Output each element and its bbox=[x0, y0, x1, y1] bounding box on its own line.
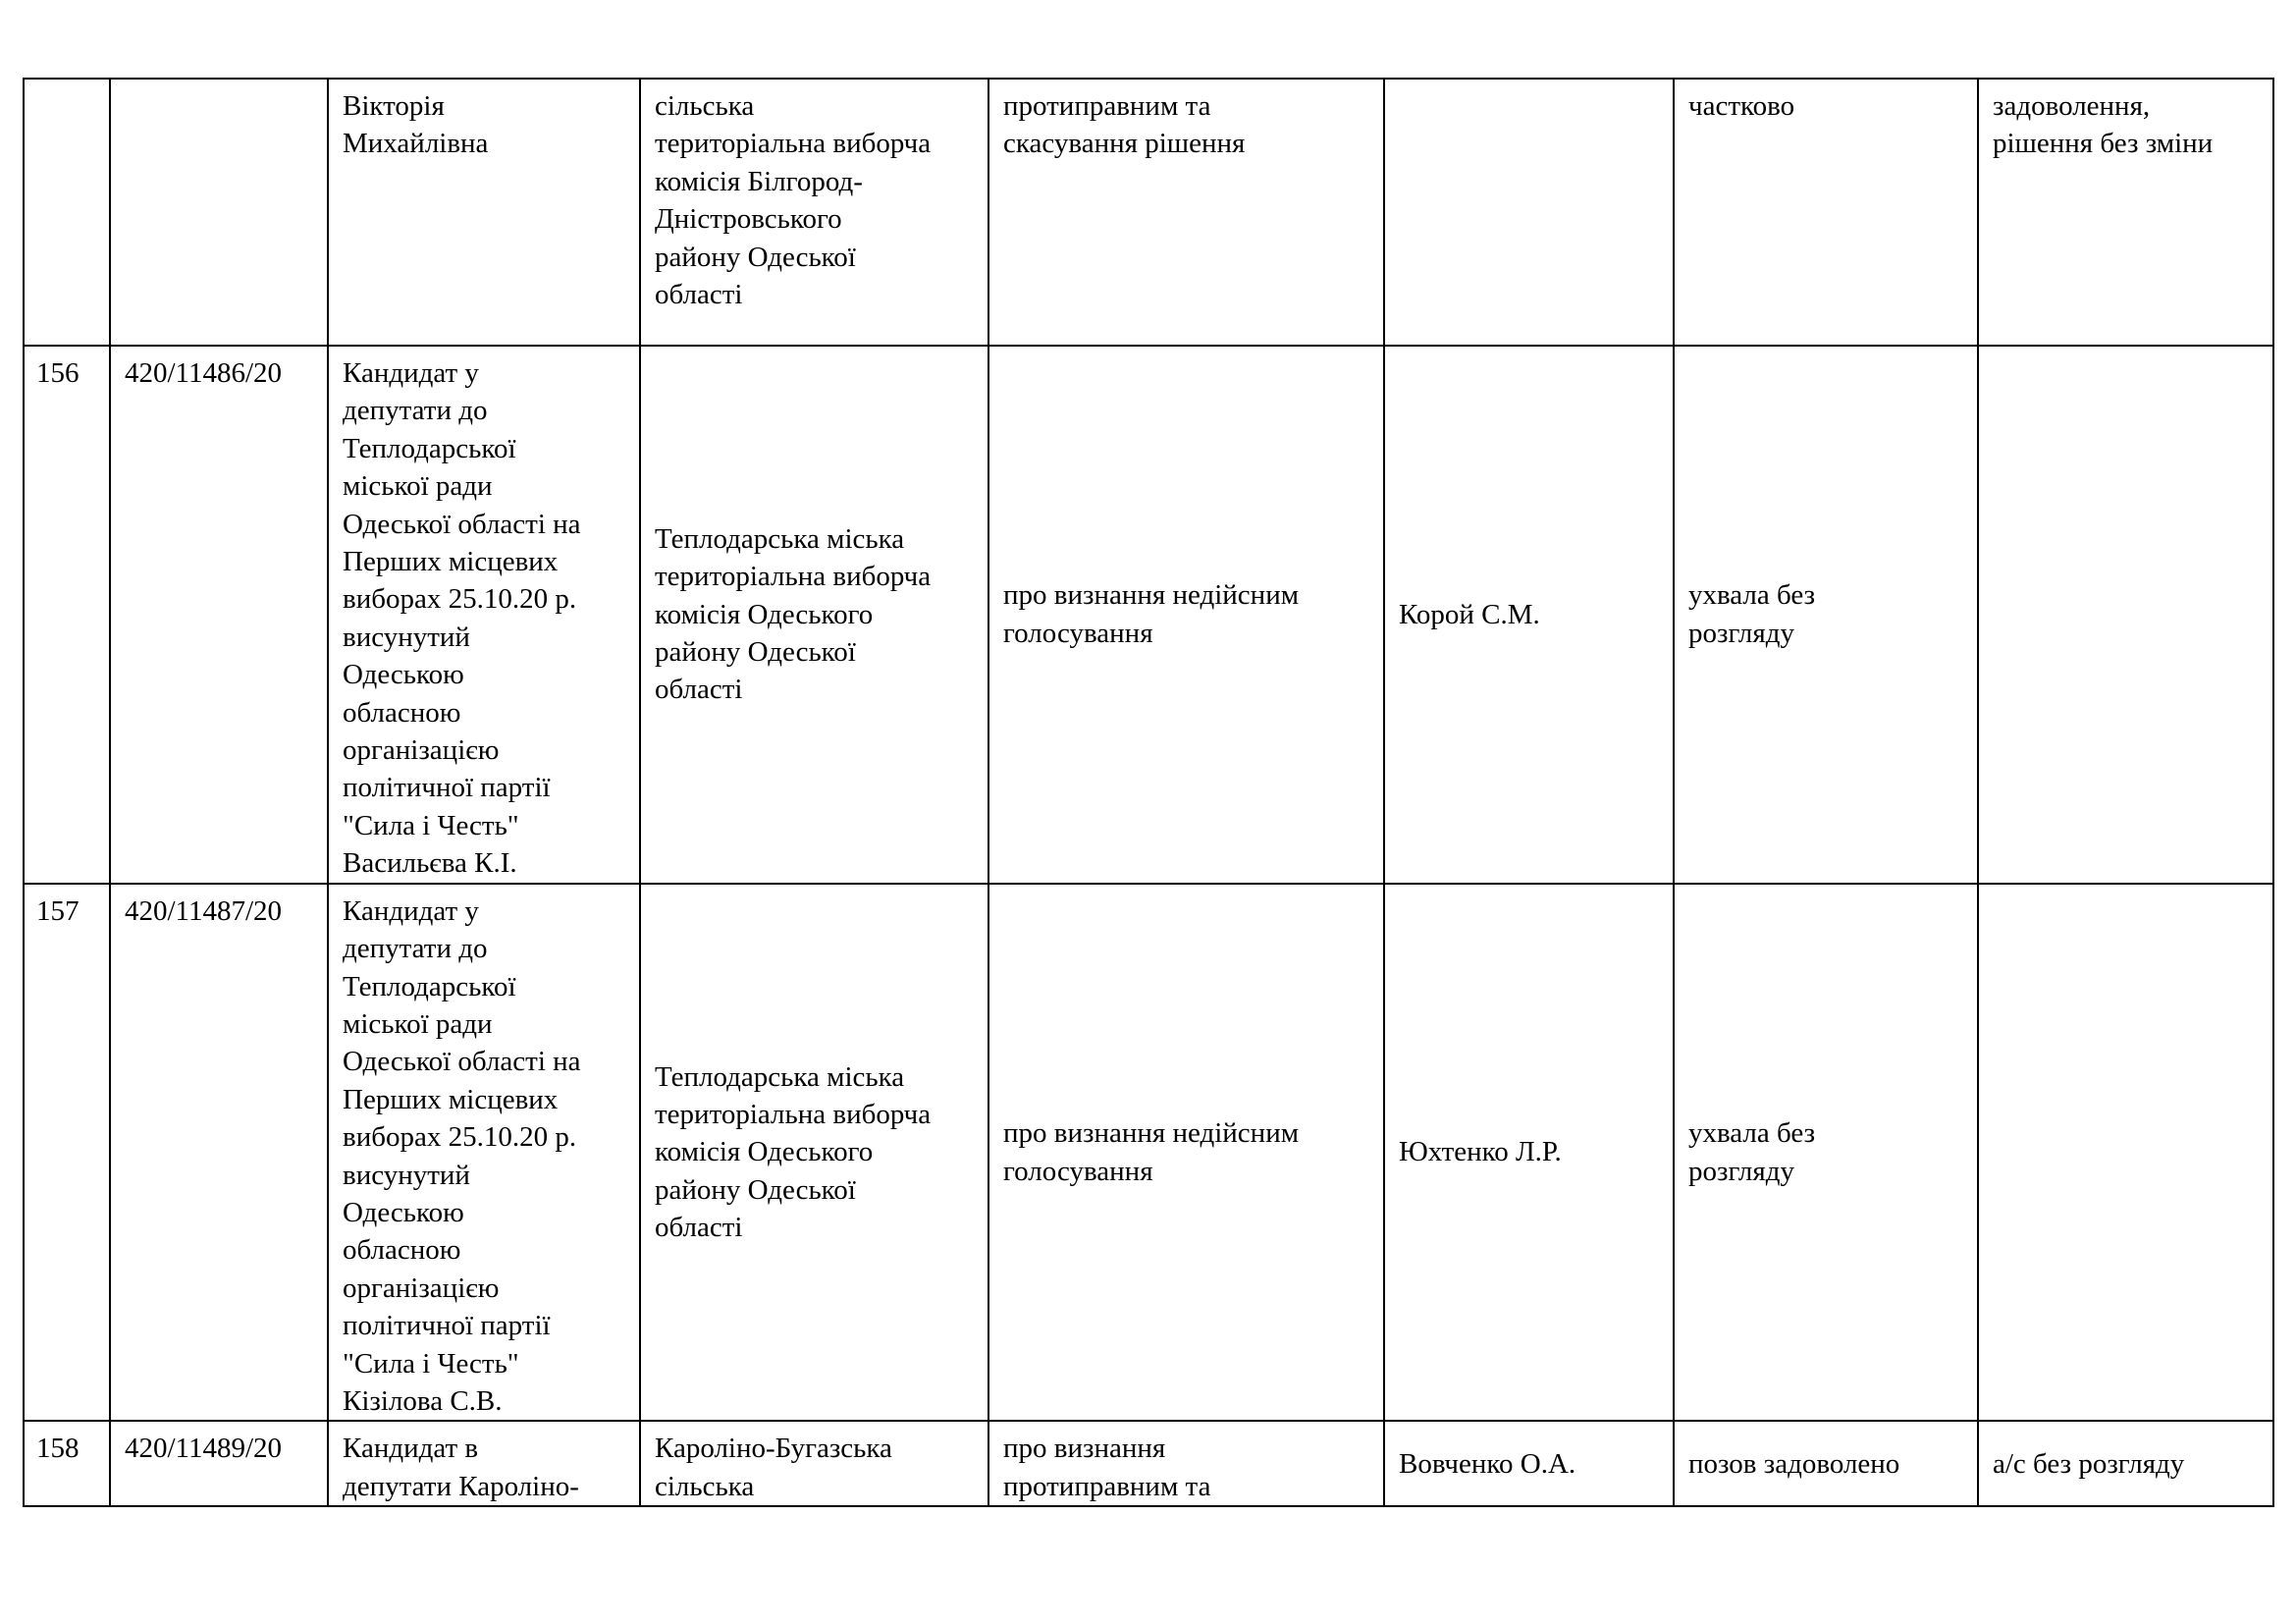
case-number-cell: 420/11489/20 bbox=[110, 1421, 328, 1506]
defendant-cell: Теплодарська міська територіальна виборча комісія Одеського району Одеської області bbox=[640, 346, 988, 884]
appeal-cell bbox=[1978, 346, 2273, 884]
case-number-cell: 420/11487/20 bbox=[110, 884, 328, 1422]
row-number-cell: 156 bbox=[24, 346, 110, 884]
table-row bbox=[24, 79, 2273, 346]
row-number-cell bbox=[24, 79, 110, 346]
plaintiff-cell: Кандидат у депутати до Теплодарської міської ради Одеської області на Перших місцевих виборах 25.10.20 р. висунутий Одеською обласною організацією політичної партії "Сила і Честь" Кізілова С.В. bbox=[328, 884, 640, 1422]
appeal-cell: задоволення, рішення без зміни bbox=[1978, 79, 2273, 346]
subject-cell: про визнання недійсним голосування bbox=[988, 884, 1384, 1422]
court-cases-table bbox=[23, 78, 2274, 1507]
subject-cell: протиправним та скасування рішення bbox=[988, 79, 1384, 346]
plaintiff-cell: Вікторія Михайлівна bbox=[328, 79, 640, 346]
appeal-cell: а/с без розгляду bbox=[1978, 1421, 2273, 1506]
table-row bbox=[24, 884, 2273, 1422]
subject-cell: про визнання недійсним голосування bbox=[988, 346, 1384, 884]
result-cell: частково bbox=[1674, 79, 1978, 346]
defendant-cell: Теплодарська міська територіальна виборча комісія Одеського району Одеської області bbox=[640, 884, 988, 1422]
case-number-cell: 420/11486/20 bbox=[110, 346, 328, 884]
appeal-cell bbox=[1978, 884, 2273, 1422]
table-row bbox=[24, 1421, 2273, 1506]
row-number-cell: 158 bbox=[24, 1421, 110, 1506]
result-cell: ухвала без розгляду bbox=[1674, 884, 1978, 1422]
result-cell: ухвала без розгляду bbox=[1674, 346, 1978, 884]
plaintiff-cell: Кандидат у депутати до Теплодарської міської ради Одеської області на Перших місцевих виборах 25.10.20 р. висунутий Одеською обласною організацією політичної партії "Сила і Честь" Васильєва К.І. bbox=[328, 346, 640, 884]
row-number-cell: 157 bbox=[24, 884, 110, 1422]
subject-cell: про визнання протиправним та bbox=[988, 1421, 1384, 1506]
judge-cell: Корой С.М. bbox=[1384, 346, 1674, 884]
defendant-cell: сільська територіальна виборча комісія Білгород- Дністровського району Одеської області bbox=[640, 79, 988, 346]
table-row bbox=[24, 346, 2273, 884]
case-number-cell bbox=[110, 79, 328, 346]
defendant-cell: Кароліно-Бугазська сільська bbox=[640, 1421, 988, 1506]
result-cell: позов задоволено bbox=[1674, 1421, 1978, 1506]
judge-cell bbox=[1384, 79, 1674, 346]
judge-cell: Юхтенко Л.Р. bbox=[1384, 884, 1674, 1422]
judge-cell: Вовченко О.А. bbox=[1384, 1421, 1674, 1506]
plaintiff-cell: Кандидат в депутати Кароліно- bbox=[328, 1421, 640, 1506]
